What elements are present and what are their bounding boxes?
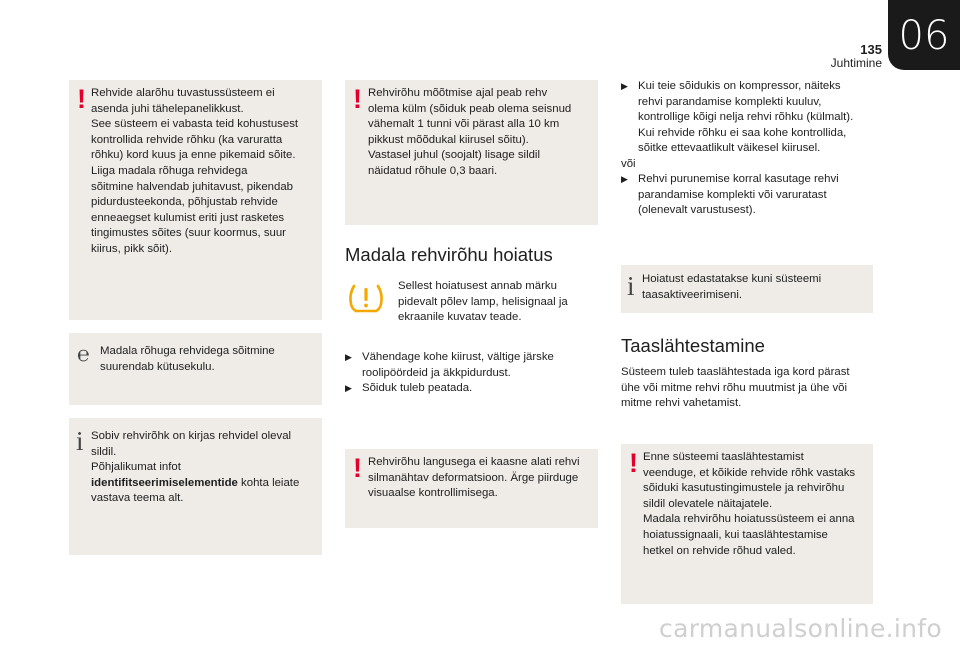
- reactivation-info-box: [621, 265, 873, 313]
- tyre-pressure-warning-lamp-icon: [347, 282, 385, 316]
- information-icon: i: [627, 271, 635, 301]
- warning-text: Rehvide alarõhu tuvastussüsteem ei asenda juhi tähelepanelikkust. See süsteem ei vabasta teid kohustusest kontrollida rehvide rõhku (ka varuratta rõhku) kord kuus ja enne pikemaid sõite. Liiga madala rõhuga rehvidega sõitmine halvendab juhitavust, pikendab pidurdusteekonda, põhjustab rehvide enneaegset kulumist eriti just rasketes tingimustes sõites (suur koormus, suur kiirus, pikk sõit).: [91, 87, 299, 255]
- reset-warning-box: [621, 444, 873, 604]
- arrow-bullet-icon: ▶: [345, 352, 352, 362]
- or-text: või: [621, 158, 636, 170]
- bold-term: identifitseerimiselementide: [91, 476, 238, 489]
- warning-text: Enne süsteemi taaslähtestamist veenduge, et kõikide rehvide rõhk vastaks sõiduki kasutustingimustele ja rehvirõhu sildil olevatele näitajatele. Madala rehvirõhu hoiatussüsteem ei anna hoiatussignaali, kui taaslähtestamise hetkel on rehvide rõhud valed.: [643, 451, 856, 557]
- chapter-tab: [888, 0, 960, 70]
- bullet-item: Rehvi purunemise korral kasutage rehvi parandamise komplekti või varuratast (olenevalt varustusest).: [638, 173, 839, 217]
- compressor-bullet: [621, 79, 879, 159]
- warning-text: Rehvirõhu langusega ei kaasne alati rehvi silmanähtav deformatsioon. Ärge piirduge visuaalse kontrollimisega.: [368, 456, 580, 500]
- info-text: Sobiv rehvirõhk on kirjas rehvidel oleval sildil. Põhjalikumat infot identifitseerimiselementide kohta leiate vastava teema alt.: [91, 430, 300, 505]
- tyre-pressure-info-box: [69, 418, 322, 555]
- exclamation-warning-icon: !: [353, 453, 362, 483]
- reset-paragraph: Süsteem tuleb taaslähtestada iga kord pärast ühe või mitme rehvi rõhu muutmist ja ühe või mitme rehvi vahetamist.: [621, 366, 850, 410]
- exclamation-warning-icon: !: [77, 84, 86, 114]
- bullet-item: Kui teie sõidukis on kompressor, näiteks rehvi parandamise komplekti kuuluv, kontrollige kõigi nelja rehvi rõhku (külmalt). Kui rehvide rõhku ei saa kohe kontrollida, sõitke ettevaatlikult väikesel kiirusel.: [638, 80, 854, 155]
- arrow-bullet-icon: ▶: [345, 383, 352, 393]
- eco-leaf-icon: ℮: [77, 342, 90, 366]
- cold-tyre-warning-box: [345, 80, 598, 225]
- section-heading: Taaslähtestamine: [621, 335, 765, 356]
- warning-text: Rehvirõhu mõõtmise ajal peab rehv olema külm (sõiduk peab olema seisnud vähemalt 1 tunni või pärast alla 10 km pikkust mõõdukal kiirusel sõitu). Vastasel juhul (soojalt) lisage sildil näidatud rõhule 0,3 baari.: [368, 87, 572, 177]
- section-heading: Madala rehvirõhu hoiatus: [345, 244, 553, 265]
- bullet-item: Sõiduk tuleb peatada.: [362, 382, 473, 394]
- exclamation-warning-icon: !: [629, 448, 638, 478]
- fuel-consumption-eco-box: [69, 333, 322, 405]
- info-text: Hoiatust edastatakse kuni süsteemi taasaktiveerimiseni.: [642, 273, 822, 301]
- repair-kit-bullet: [621, 172, 879, 220]
- visual-check-warning-box: [345, 449, 598, 528]
- watermark: carmanualsonline.info: [659, 614, 942, 643]
- exclamation-warning-icon: !: [353, 84, 362, 114]
- chapter-number: 06: [898, 13, 950, 59]
- page-number: 135: [860, 42, 882, 57]
- eco-text: Madala rõhuga rehvidega sõitmine suurendab kütusekulu.: [100, 345, 275, 373]
- warning-lamp-text: Sellest hoiatusest annab märku pidevalt põlev lamp, helisignaal ja ekraanile kuvatav teade.: [398, 280, 568, 324]
- section-name: Juhtimine: [830, 56, 882, 70]
- bullet-list: [345, 350, 600, 400]
- information-icon: i: [76, 426, 84, 456]
- tire-detection-warning-box: [69, 80, 322, 320]
- arrow-bullet-icon: ▶: [621, 81, 628, 91]
- arrow-bullet-icon: ▶: [621, 174, 628, 184]
- bullet-item: Vähendage kohe kiirust, vältige järske roolipöördeid ja äkkpidurdust.: [362, 351, 554, 379]
